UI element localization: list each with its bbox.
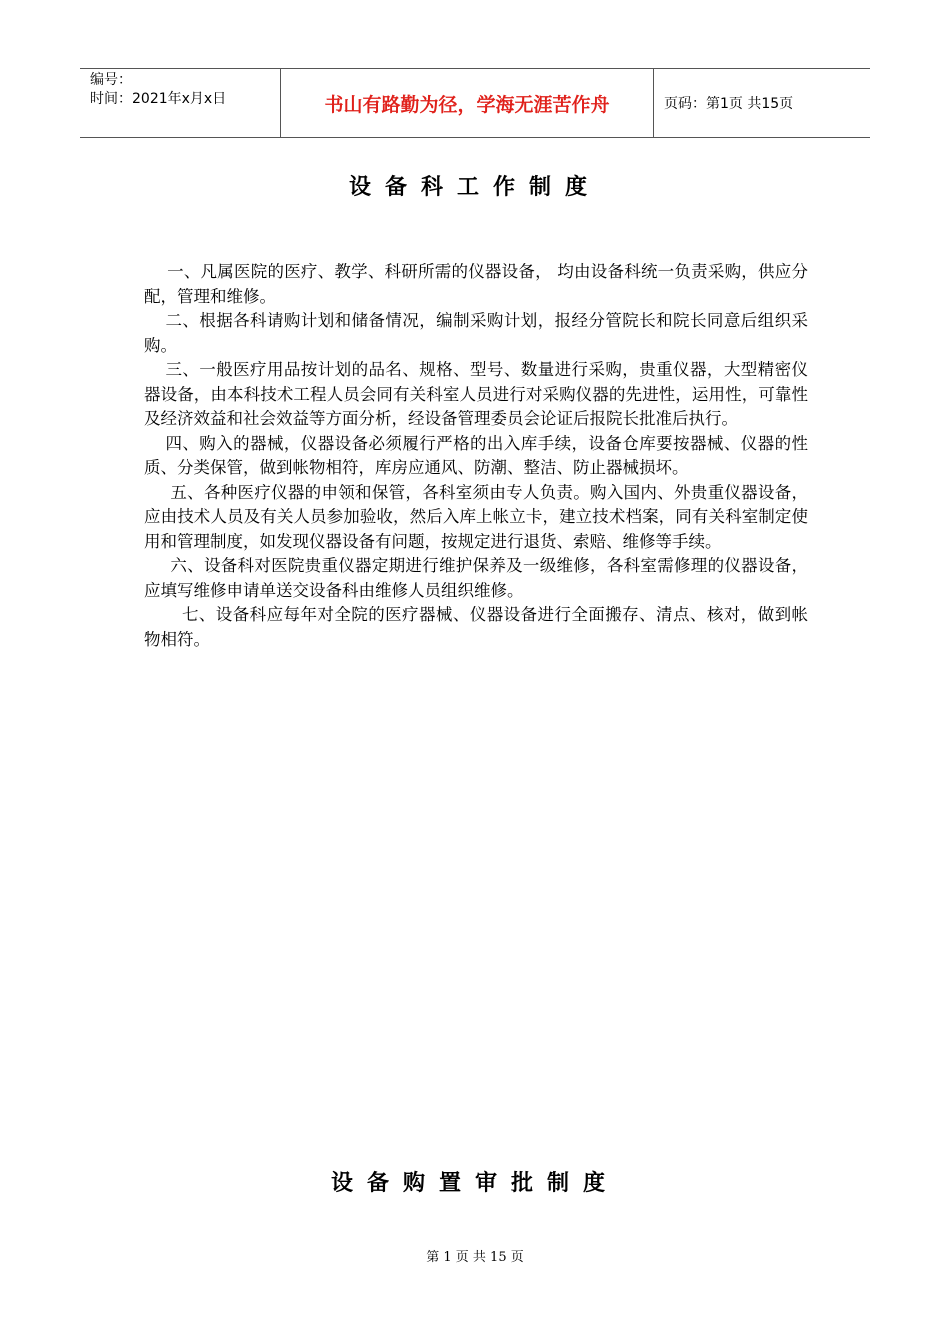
header-meta-cell — [80, 69, 281, 137]
page-title: 设备科工作制度 — [348, 175, 601, 200]
paragraph-7: 七、设备科应每年对全院的医疗器械、仪器设备进行全面搬存、清点、核对，做到帐物相符。 — [144, 605, 808, 649]
header-table — [80, 68, 870, 138]
paragraph-1: 一、凡属医院的医疗、教学、科研所需的仪器设备， 均由设备科统一负责采购，供应分配，管理和维修。 — [144, 262, 808, 306]
page-info-text: 页码：第1页 共15页 — [664, 96, 794, 112]
motto-cell — [281, 69, 654, 137]
document-body — [144, 260, 808, 652]
page-footer: 第 1 页 共 15 页 — [426, 1250, 524, 1265]
paragraph-4: 四、购入的器械，仪器设备必须履行严格的出入库手续，设备仓库要按器械、仪器的性质、分类保管，做到帐物相符，库房应通风、防潮、整洁、防止器械损坏。 — [144, 433, 808, 477]
paragraph-5: 五、各种医疗仪器的申领和保管，各科室须由专人负责。购入国内、外贵重仪器设备，应由技术人员及有关人员参加验收，然后入库上帐立卡，建立技术档案，同有关科室制定使用和管理制度，如发现仪器设备有问题，按规定进行退货、索赔、维修等手续。 — [144, 482, 808, 551]
paragraph-2: 二、根据各科请购计划和储备情况，编制采购计划，报经分管院长和院长同意后组织采购。 — [144, 311, 808, 355]
section-title: 设备购置审批制度 — [330, 1171, 619, 1196]
page-info-cell — [654, 69, 870, 137]
number-label: 编号： — [90, 72, 132, 88]
time-label: 时间：2021年x月x日 — [90, 91, 227, 107]
paragraph-6: 六、设备科对医院贵重仪器定期进行维护保养及一级维修，各科室需修理的仪器设备，应填写维修申请单送交设备科由维修人员组织维修。 — [144, 556, 808, 600]
paragraph-3: 三、一般医疗用品按计划的品名、规格、型号、数量进行采购，贵重仪器，大型精密仪器设备，由本科技术工程人员会同有关科室人员进行对采购仪器的先进性，运用性，可靠性及经济效益和社会效益等方面分析，经设备管理委员会论证后报院长批准后执行。 — [144, 360, 808, 428]
motto-text: 书山有路勤为径，学海无涯苦作舟 — [324, 93, 610, 116]
